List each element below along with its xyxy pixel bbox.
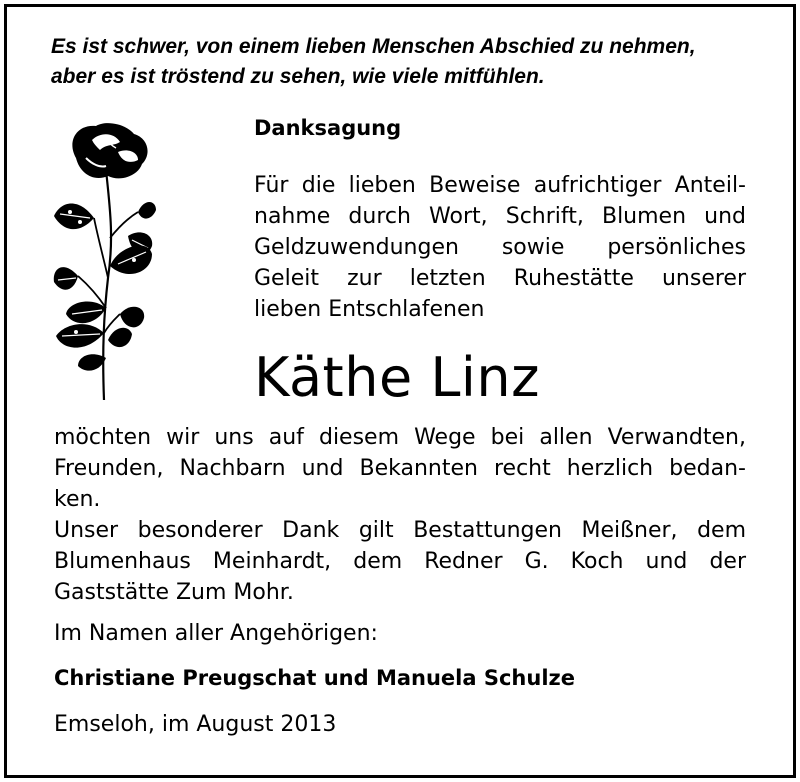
body-line: ken. xyxy=(54,487,101,512)
heading-danksagung: Danksagung xyxy=(254,116,402,140)
body-line: Unser besonderer Dank gilt Bestattungen Meißner, dem xyxy=(54,518,746,543)
body-line: möchten wir uns auf diesem Wege bei allen Verwandten, xyxy=(54,425,746,450)
motto xyxy=(51,32,771,92)
deceased-name: Käthe Linz xyxy=(254,346,540,409)
motto-line-2: aber es ist tröstend zu sehen, wie viele mitfühlen. xyxy=(51,65,545,88)
rose-icon xyxy=(48,118,158,403)
intro-line: nahme durch Wort, Schrift, Blumen und xyxy=(254,204,746,229)
intro-line: Geleit zur letzten Ruhestätte unserer xyxy=(254,266,746,291)
closing-line: Im Namen aller Angehörigen: xyxy=(54,621,378,646)
place-date: Emseloh, im August 2013 xyxy=(54,712,337,737)
intro-line: lieben Entschlafenen xyxy=(254,297,485,322)
body-line: Gaststätte Zum Mohr. xyxy=(54,580,294,605)
body-line: Freunden, Nachbarn und Bekannten recht herzlich bedan- xyxy=(54,456,746,481)
intro-paragraph xyxy=(254,170,746,325)
body-line: Blumenhaus Meinhardt, dem Redner G. Koch und der xyxy=(54,549,746,574)
thanks-paragraph xyxy=(54,422,746,608)
intro-line: Geldzuwendungen sowie persönliches xyxy=(254,235,746,260)
signers: Christiane Preugschat und Manuela Schulze xyxy=(54,666,575,690)
motto-line-1: Es ist schwer, von einem lieben Menschen Abschied zu nehmen, xyxy=(51,35,696,58)
intro-line: Für die lieben Beweise aufrichtiger Anteil- xyxy=(254,173,746,198)
